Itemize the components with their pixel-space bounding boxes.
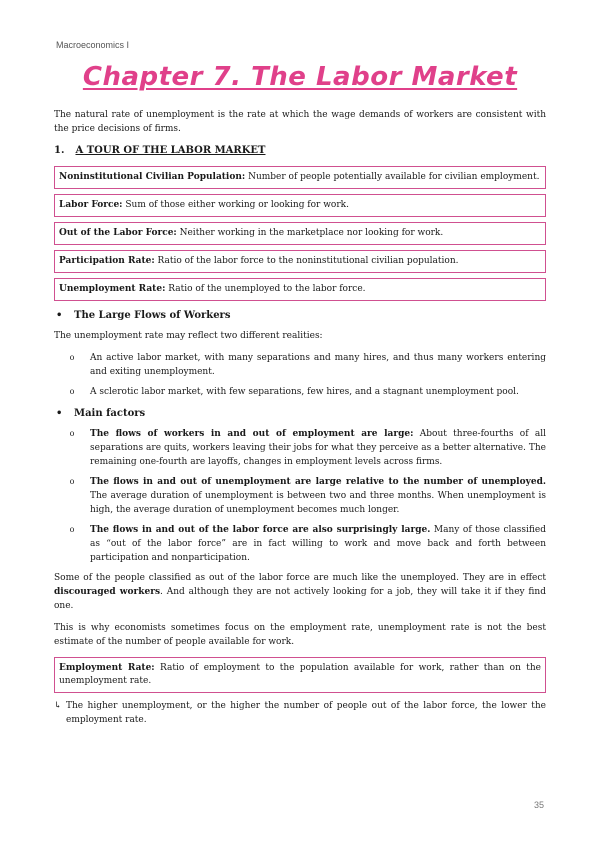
- list-item: [54, 523, 546, 565]
- arrow-note-text: The higher unemployment, or the higher the number of people out of the labor force, the lower the employment rate.: [66, 701, 546, 725]
- factor-lead: The flows of workers in and out of employment are large:: [90, 429, 414, 439]
- bullet-heading: [54, 407, 546, 421]
- definition-text: Ratio of employment to the population available for work, rather than on the unemployment rate.: [59, 663, 541, 686]
- list-item: [54, 475, 546, 517]
- flows-intro: The unemployment rate may reflect two different realities:: [54, 331, 323, 341]
- definition-term: Noninstitutional Civilian Population:: [59, 172, 246, 182]
- definition-box: [54, 194, 546, 217]
- list-item-text: [90, 523, 546, 565]
- definition-box: [54, 657, 546, 693]
- discouraged-after: . And although they are not actively looking for a job, they will take it if they find one.: [54, 587, 546, 611]
- definition-box: [54, 278, 546, 301]
- arrow-note: [54, 699, 546, 727]
- factor-body: The average duration of unemployment is between two and three months. When unemployment is high, the average duration of unemployment becomes much longer.: [90, 491, 546, 515]
- discouraged-paragraph: [54, 571, 546, 613]
- economists-paragraph: This is why economists sometimes focus on the employment rate, unemployment rate is not the best estimate of the number of people available for work.: [54, 623, 546, 647]
- list-item-text: [90, 427, 546, 469]
- definition-text: Neither working in the marketplace nor looking for work.: [176, 228, 444, 238]
- bullet-heading-text: Main factors: [74, 408, 146, 419]
- page-number: 35: [533, 800, 544, 810]
- page-content: [54, 108, 546, 727]
- list-item-text: A sclerotic labor market, with few separations, few hires, and a stagnant unemployment pool.: [90, 387, 519, 397]
- intro-paragraph: The natural rate of unemployment is the rate at which the wage demands of workers are consistent with the price decisions of firms.: [54, 110, 546, 134]
- discouraged-before: Some of the people classified as out of the labor force are much like the unemployed. They are in effect: [54, 573, 546, 583]
- bullet-icon: •: [56, 408, 63, 419]
- definition-term: Labor Force:: [59, 200, 123, 210]
- factors-list: [54, 427, 546, 565]
- discouraged-term: discouraged workers: [54, 587, 161, 597]
- definition-box: [54, 222, 546, 245]
- definition-term: Unemployment Rate:: [59, 284, 166, 294]
- flows-list: [54, 351, 546, 399]
- circle-bullet-icon: o: [69, 387, 75, 396]
- running-header: Macroeconomics I: [56, 40, 130, 50]
- section-number: 1.: [54, 145, 65, 156]
- definition-text: Ratio of the unemployed to the labor force.: [165, 284, 366, 294]
- definition-text: Number of people potentially available for civilian employment.: [245, 172, 540, 182]
- section-heading: [54, 144, 546, 158]
- definition-box: [54, 166, 546, 189]
- list-item-text: An active labor market, with many separations and many hires, and thus many workers entering and exiting unemployment.: [90, 353, 546, 377]
- bullet-heading: [54, 309, 546, 323]
- definition-term: Participation Rate:: [59, 256, 155, 266]
- definition-box: [54, 250, 546, 273]
- definition-term: Out of the Labor Force:: [59, 228, 177, 238]
- factor-lead: The flows in and out of the labor force are also surprisingly large.: [90, 525, 431, 535]
- circle-bullet-icon: o: [69, 353, 75, 362]
- definition-term: Employment Rate:: [59, 663, 155, 673]
- section-title: A TOUR OF THE LABOR MARKET: [75, 145, 266, 156]
- definition-text: Sum of those either working or looking for work.: [122, 200, 349, 210]
- circle-bullet-icon: o: [69, 429, 75, 438]
- definition-text: Ratio of the labor force to the noninstitutional civilian population.: [154, 256, 459, 266]
- list-item-text: [90, 475, 546, 517]
- circle-bullet-icon: o: [69, 525, 75, 534]
- list-item: [54, 385, 546, 399]
- factor-body: About three-fourths of all separations are quits, workers leaving their jobs for what they perceive as a better alternative. The remaining one-fourth are layoffs, changes in employment levels across firms.: [90, 429, 546, 467]
- list-item: [54, 351, 546, 379]
- factor-body: Many of those classified as “out of the labor force” are in fact willing to work and move back and forth between participation and nonparticipation.: [90, 525, 546, 563]
- bullet-icon: •: [56, 310, 63, 321]
- list-item: [54, 427, 546, 469]
- factor-lead: The flows in and out of unemployment are large relative to the number of unemployed.: [90, 477, 546, 487]
- circle-bullet-icon: o: [69, 477, 75, 486]
- return-arrow-icon: ↳: [54, 701, 62, 711]
- bullet-heading-text: The Large Flows of Workers: [74, 310, 231, 321]
- chapter-title: Chapter 7. The Labor Market: [82, 62, 518, 92]
